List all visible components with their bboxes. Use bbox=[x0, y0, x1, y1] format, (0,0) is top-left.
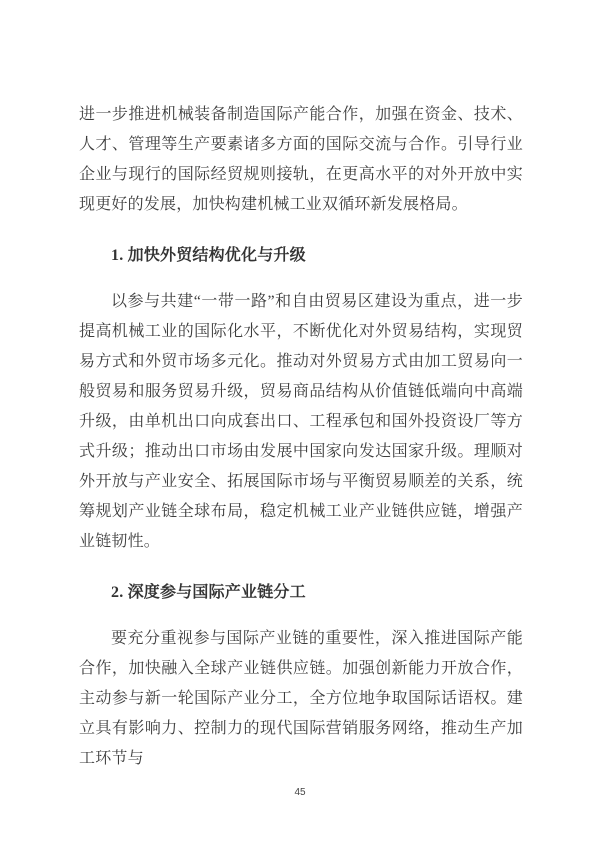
page-number: 45 bbox=[294, 787, 306, 798]
section-2-paragraph: 要充分重视参与国际产业链的重要性，深入推进国际产能合作，加快融入全球产业链供应链。加强创新能力开放合作，主动参与新一轮国际产业分工，全方位地争取国际话语权。建立具有影响力、控制力的现代国际营销服务网络，推动生产加工环节与 bbox=[79, 630, 523, 767]
section-2-heading: 2. 深度参与国际产业链分工 bbox=[111, 584, 306, 601]
section-1-paragraph: 以参与共建“一带一路”和自由贸易区建设为重点，进一步提高机械工业的国际化水平，不断优化对外贸易结构，实现贸易方式和外贸市场多元化。推动对外贸易方式由加工贸易向一般贸易和服务贸易升级，贸易商品结构从价值链低端向中高端升级，由单机出口向成套出口、工程承包和国外投资设厂等方式升级；推动出口市场由发展中国家向发达国家升级。理顺对外开放与产业安全、拓展国际市场与平衡贸易顺差的关系，统筹规划产业链全球布局，稳定机械工业产业链供应链，增强产业链韧性。 bbox=[79, 293, 523, 550]
continuation-paragraph: 进一步推进机械装备制造国际产能合作，加强在资金、技术、人才、管理等生产要素诸多方面的国际交流与合作。引导行业企业与现行的国际经贸规则接轨，在更高水平的对外开放中实现更好的发展，加快构建机械工业双循环新发展格局。 bbox=[79, 106, 523, 213]
section-1-heading: 1. 加快外贸结构优化与升级 bbox=[111, 247, 306, 264]
page-content bbox=[79, 100, 523, 774]
page-footer bbox=[0, 782, 600, 800]
